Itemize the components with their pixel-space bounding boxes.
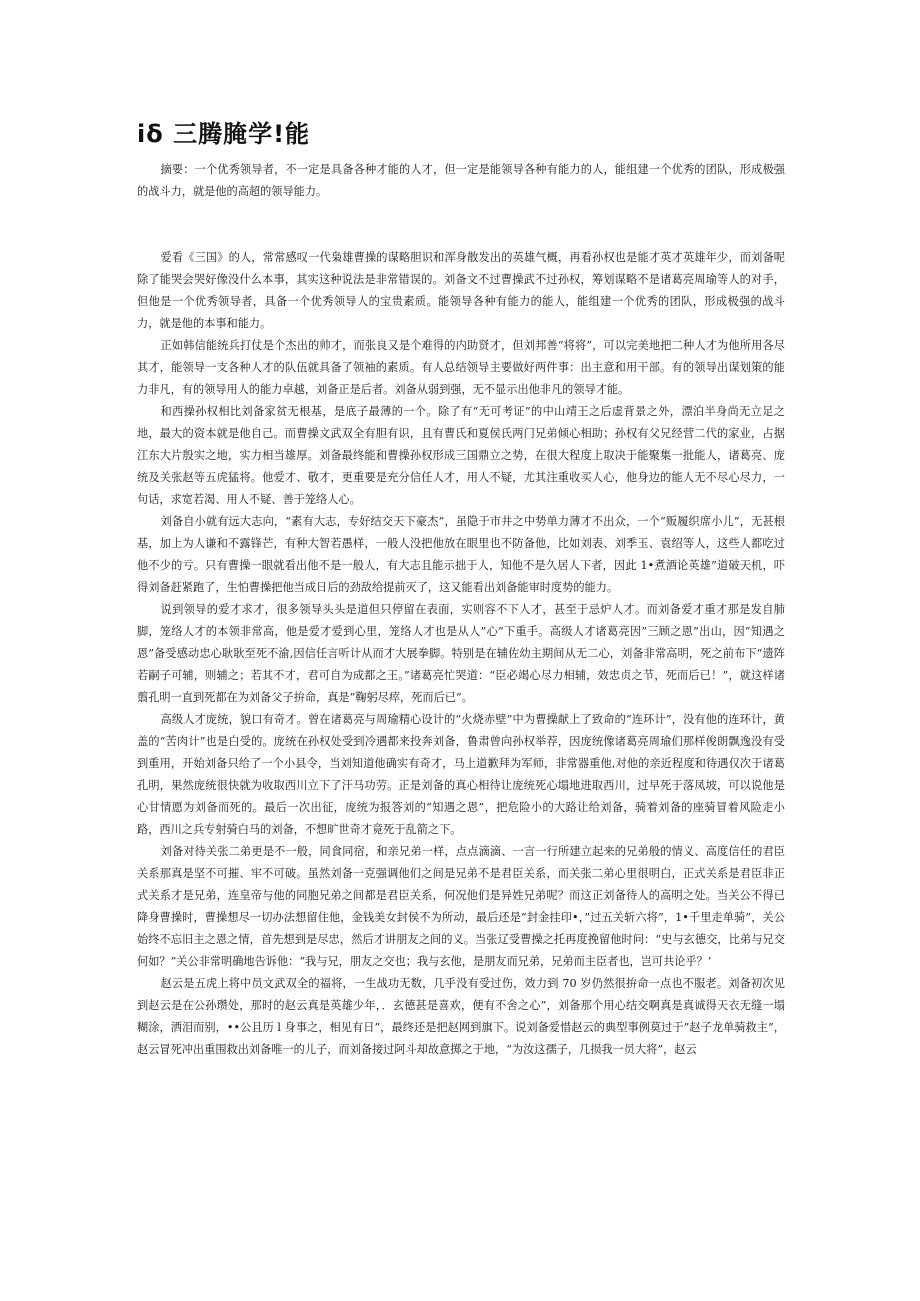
body-paragraph: 赵云是五虎上将中员文武双全的福将，一生战功无数，几乎没有受过伤，效力到 70 岁仍然很拚命一点也不服老。刘备初次见到赵云是在公孙瓒处，那时的赵云真是英雄少年，．玄德甚是喜欢，便有不舍之心”，刘备那个用心结交啊真是真诚得天衣无缝一塌糊涂，洒泪而别，••公且历 l 身事之，相见有日”，最终还是把赵网到旗下。说刘备爱惜赵云的典型事例莫过于”赵子龙单骑救主”，赵云冒死冲出重围救出刘备唯一的儿子，而刘备接过阿斗却故意掷之于地，“为汝这孺子，几损我一员大将”，赵云 (137, 977, 785, 1056)
body-paragraph: 刘备自小就有远大志向，“素有大志，专好结交天下豪杰”，虽隐于市井之中势单力薄才不出众，一个“贩履织席小儿”，无甚根基，加上为人谦和不露锋芒，有种大智若愚样，一般人没把他放在眼里也不防备他，比如刘表、刘季玉、袁绍等人，这些人都吃过他不少的亏。只有曹操一眼就看出他不是一般人，有大志且能示拙于人，知他不是久居人下者，因此 1•煮酒论英雄”道破天机，吓得刘备赶紧跑了，生怕曹操把他当成日后的劲敌给提前灭了，这又能看出刘备能审时度势的能力。 (137, 515, 785, 594)
document-body (137, 159, 785, 1061)
document-title: iδ 三腾腌学!能 (137, 120, 311, 148)
abstract-paragraph: 摘要：一个优秀领导者，不一定是具备各种才能的人才，但一定是能领导各种有能力的人，能组建一个优秀的团队，形成极强的战斗力，就是他的高超的领导能力。 (137, 163, 785, 198)
body-paragraph: 和西操孙权相比刘备家贫无根基，是底子最薄的一个。除了有“无可考证”的中山靖王之后虚背景之外，漂泊半身尚无立足之地，最大的资本就是他自己。而曹操文武双全有胆有识，且有曹氏和夏侯氏两门兄弟倾心相助；孙权有父兄经营二代的家业，占据江东大片殷实之地，实力相当雄厚。刘备最终能和曹操孙权形成三国鼎立之势，在很大程度上取决于能聚集一批能人，诸葛亮、庞统及关张赵等五虎猛将。他爱才、敬才，更重要是充分信任人才，用人不疑，尤其注重收买人心，他身边的能人无不尽心尽力，一句话，求宽若渴、用人不疑、善于笼络人心。 (137, 405, 785, 506)
body-paragraph: 说到领导的爱才求才，很多领导头头是道但只停留在表面，实则容不下人才，甚至于忌炉人才。而刘备爱才重才那是发自肺脚，笼络人才的本领非常高，他是爱才爱到心里，笼络人才也是从人”心”下重手。高级人才诸葛亮因”三顾之恩”出山，因”知遇之恩”备受感动忠心耿耿至死不渝,因信任言听计从而才大展拳脚。特别是在辅佐幼主期间从无二心，刘备非常高明，死之前布下“遗阵若嗣子可辅，则辅之；若其不才，君可自为成都之王。”诸葛亮忙哭道：“臣必竭心尽力相辅，效忠贞之节，死而后已！”，就这样诸翦孔明一直到死都在为刘备父子拚命，真是”鞠躬尽瘁，死而后已”。 (137, 603, 785, 704)
body-paragraph: 高级人才庞统，貌口有奇才。曾在诸葛亮与周瑜精心设计的“火烧赤壁”中为曹操献上了致命的“连环计”，没有他的连环计，黄盖的“苦肉计”也是白受的。庞统在孙权处受到冷遇都来投奔刘备，鲁肃曾向孙权举荐，因庞统像诸葛亮周瑜们那样俊朗飘逸没有受到重用，开始刘备只给了一个小县令，当刘知道他确实有奇才，马上道歉拜为军师，非常器重他,对他的亲近程度和待遇仅次于诸葛孔明，果然庞统很快就为收取西川立下了汗马功劳。正是刘备的真心相待让庞统死心塌地进取西川，过早死于落凤坡，可以说他是心甘情愿为刘备而死的。最后一次出征，庞统为报答刘的“知遇之恩”，把危险小的大路让给刘备，骑着刘备的座骑冒着风险走小路，西川之兵专射骑白马的刘备，不想旷世奇才竟死于乱箭之下。 (137, 713, 785, 836)
body-paragraph: 爱看《三国》的人，常常感叹一代枭雄曹操的谋略胆识和浑身散发出的英雄气概，再看孙权也是能才英才英雄年少，而刘备呢除了能哭会哭好像没什么本事，其实这种说法是非常错误的。刘备文不过曹操武不过孙权，筹划谋略不是诸葛亮周瑜等人的对手，但他是一个优秀领导者，具备一个优秀领导人的宝贵素质。能领导各种有能力的能人，能组建一个优秀的团队，形成极强的战斗力，就是他的本事和能力。 (137, 251, 785, 330)
body-paragraph: 正如韩信能统兵打仗是个杰出的帅才，而张良又是个难得的内助贤才，但刘邦善“将将”，可以完美地把二种人才为他所用各尽其才，能领导一支各种人才的队伍就具备了领袖的素质。有人总结领导主要做好两件事：出主意和用干部。有的领导出谋划策的能力非凡，有的领导用人的能力卓越，刘备正是后者。刘备从弱到强，无不显示出他非凡的领导才能。 (137, 339, 785, 396)
body-paragraph: 刘备对待关张二弟更是不一般，同食同宿，和亲兄弟一样，点点滴滴、一言一行所建立起来的兄弟般的情义、高度信任的君臣关系那真是坚不可摧、牢不可破。虽然刘备一克强调他们之间是兄弟不是君臣关系，而关张二弟心里很明白，正式关系是君臣非正式关系才是兄弟，连皇帝与他的同胞兄弟之间都是君臣关系，何况他们是异姓兄弟呢？而这正刘备待人的高明之处。当关公不得已降身曹操时，曹操想尽一切办法想留住他，金钱美女封侯不为所动，最后还是“封金挂印•，”过五关斩六将”，1•千里走单骑”，关公始终不忘旧主之恩之情，首先想到是尽忠，然后才讲朋友之间的义。当张辽受曹操之托再度挽留他时问：“史与玄德交，比弟与兄交何如？”关公非常明确地告诉他：“我与兄，朋友之交也；我与玄他，是朋友而兄弟，兄弟而主臣者也，岂可共论乎？’ (137, 845, 785, 968)
